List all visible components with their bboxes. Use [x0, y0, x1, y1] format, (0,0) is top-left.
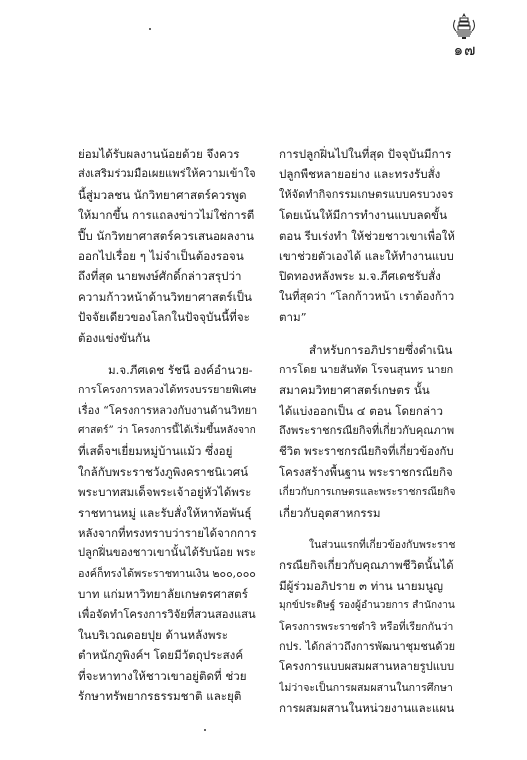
text-line: เรื่อง “โครงการหลวงกับงานด้านวิทยา	[78, 403, 258, 417]
text-line: สมาคมวิทยาศาสตร์เกษตร นั้น	[279, 383, 430, 398]
text-line: การโครงการหลวงได้ทรงบรรยายพิเศษ	[78, 383, 257, 397]
text-line: ในที่สุดว่า “โลกก้าวหน้า เราต้องก้าว	[279, 289, 455, 303]
text-line: ตำหนักภูพิงค์ฯ โดยมีวัตถุประสงค์	[78, 648, 244, 663]
text-line: โครงการพระราชดำริ หรือที่เรียกกันว่า	[279, 620, 454, 633]
text-line: สำหรับการอภิปรายซึ่งดำเนิน	[309, 342, 453, 357]
royal-emblem-icon	[452, 12, 476, 40]
paragraph	[279, 340, 455, 524]
text-line: ปิดทองหลังพระ ม.จ.ภีศเดชรับสั่ง	[279, 269, 441, 284]
text-line: โครงการแบบผสมผสานหลายรูปแบบ	[279, 660, 455, 674]
text-line: โครงสร้างพื้นฐาน พระราชกรณียกิจ	[279, 464, 453, 479]
text-line: ปัจจัยเดียวของโลกในปัจจุบันนี้ที่จะ	[78, 310, 250, 325]
text-line: ใกล้กับพระราชวังภูพิงคราชนิเวศน์	[78, 464, 249, 479]
text-line: ตอน รีบเร่งทำ ให้ช่วยชาวเขาเพื่อให้	[279, 228, 455, 243]
text-line: ศาสตร์” ว่า โครงการนี้ได้เริ่มขึ้นหลังจาก	[78, 425, 256, 437]
text-line: ได้แบ่งออกเป็น ๔ ตอน โดยกล่าว	[279, 403, 443, 418]
text-line: ตาม”	[279, 310, 307, 325]
text-line: ราชทานหมู่ และรับสั่งให้หาท้อพันธุ์	[78, 505, 252, 520]
text-line: นี้สู่มวลชน นักวิทยาศาสตร์ควรพูด	[78, 187, 247, 202]
text-line: เขาช่วยตัวเองได้ และให้ทำงานแบบ	[279, 248, 454, 263]
text-line: องค์ก็ทรงได้พระราชทานเงิน ๒๐๐,๐๐๐	[78, 566, 256, 580]
text-line: ให้มากขึ้น การแถลงข่าวไม่ใช่การตี	[78, 208, 255, 223]
text-line: ความก้าวหน้าด้านวิทยาศาสตร์เป็น	[78, 289, 252, 304]
text-line: ที่จะหาทางให้ชาวเขาอยู่ติดที่ ช่วย	[78, 668, 247, 683]
text-line: ออกไปเรื่อย ๆ ไม่จำเป็นต้องรอจน	[78, 248, 244, 263]
text-line: ปี๊บ นักวิทยาศาสตร์ควรเสนอผลงาน	[78, 228, 254, 243]
text-line: พระบาทสมเด็จพระเจ้าอยู่หัวได้พระ	[78, 485, 252, 500]
page-number: ๑๗	[453, 41, 477, 59]
paragraph	[78, 144, 258, 348]
text-line: การโดย นายสันทัด โรจนสุนทร นายก	[279, 362, 454, 376]
text-line: ส่งเสริมร่วมมือเผยแพร่ให้ความเข้าใจ	[78, 167, 256, 181]
text-line: หลังจากที่ทรงทราบว่ารายได้จากการ	[78, 526, 257, 541]
text-line: ปลูกฝิ่นของชาวเขานั้นได้รับน้อย พระ	[78, 546, 256, 560]
paragraph	[279, 535, 455, 719]
text-line: ปลูกพืชหลายอย่าง และทรงรับสั่ง	[279, 167, 441, 182]
text-line: บาท แก่มหาวิทยาลัยเกษตรศาสตร์	[78, 587, 248, 602]
text-line: ในบริเวณดอยปุย ด้านหลังพระ	[78, 627, 228, 642]
print-mark-bottom	[204, 729, 206, 731]
text-line: ชีวิต พระราชกรณียกิจที่เกี่ยวข้องกับ	[279, 444, 454, 459]
text-line: ถึงพระราชกรณียกิจที่เกี่ยวกับคุณภาพ	[279, 424, 455, 438]
text-line: ต้องแข่งขันกัน	[78, 330, 151, 345]
text-line: กรณียกิจเกี่ยวกับคุณภาพชีวิตนั้นได้	[279, 558, 454, 573]
text-line: โดยเน้นให้มีการทำงานแบบลดขั้น	[279, 208, 447, 223]
text-line: ให้จัดทำกิจกรรมเกษตรแบบครบวงจร	[279, 187, 454, 201]
paragraph	[279, 144, 455, 328]
text-line: ย่อมได้รับผลงานน้อยด้วย จึงควร	[78, 147, 240, 161]
paragraph	[78, 360, 258, 707]
text-line: ในส่วนแรกที่เกี่ยวข้องกับพระราช	[309, 539, 455, 552]
text-line: การผสมผสานในหน่วยงานและแผน	[279, 701, 455, 716]
print-mark-top	[149, 28, 151, 30]
paragraph-gap	[78, 348, 258, 360]
text-line: เพื่อจัดทำโครงการวิจัยที่สวนสองแสน	[78, 607, 256, 621]
text-line: ไม่ว่าจะเป็นการผสมผสานในการศึกษา	[279, 681, 453, 694]
left-column	[78, 144, 258, 707]
text-line: กปร. ได้กล่าวถึงการพัฒนาชุมชนด้วย	[279, 639, 455, 653]
text-line: ถึงที่สุด นายพงษ์ศักดิ์กล่าวสรุปว่า	[78, 269, 242, 284]
text-line: เกี่ยวกับอุตสาหกรรม	[279, 505, 381, 520]
text-line: ม.จ.ภีศเดช รัชนี องค์อำนวย-	[108, 362, 253, 377]
paragraph-gap	[279, 328, 455, 340]
text-line: ที่เสด็จฯเยี่ยมหมู่บ้านแม้ว ซึ่งอยู่	[78, 444, 233, 459]
paragraph-gap	[279, 523, 455, 535]
right-column	[279, 144, 455, 719]
text-line: มีผู้ร่วมอภิปราย ๓ ท่าน นายมนูญ	[279, 578, 444, 593]
text-line: การปลูกฝิ่นไปในที่สุด ปัจจุบันมีการ	[279, 147, 452, 161]
text-line: เกี่ยวกับการเกษตรและพระราชกรณียกิจ	[279, 486, 455, 499]
text-line: มุกข์ประดิษฐ์ รองผู้อำนวยการ สำนักงาน	[279, 600, 455, 612]
text-line: รักษาทรัพยากรธรรมชาติ และยุติ	[78, 689, 242, 704]
